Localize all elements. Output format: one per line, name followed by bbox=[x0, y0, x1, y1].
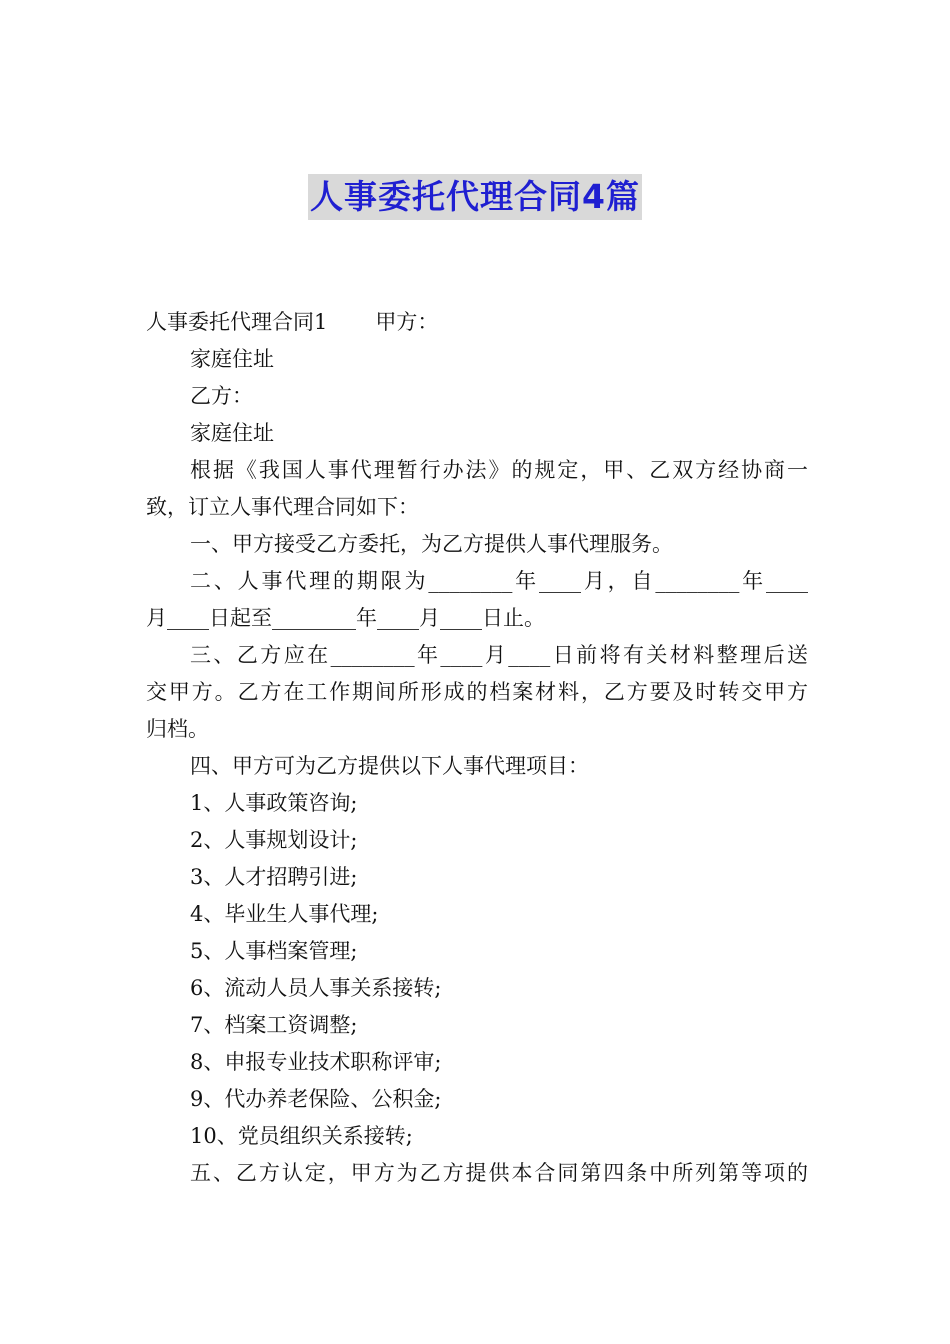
party-b-label: 乙方： bbox=[190, 384, 253, 408]
clause-3-cont: 归档。 bbox=[146, 717, 209, 741]
contract-subtitle: 人事委托代理合同1 bbox=[146, 310, 328, 334]
list-item: 9、代办养老保险、公积金; bbox=[190, 1087, 442, 1111]
list-item: 7、档案工资调整; bbox=[190, 1013, 358, 1037]
party-a-address: 家庭住址 bbox=[190, 347, 274, 371]
list-item: 8、申报专业技术职称评审; bbox=[190, 1050, 442, 1074]
paragraph-line: 致，订立人事代理合同如下： bbox=[146, 495, 419, 519]
clause-1: 一、甲方接受乙方委托，为乙方提供人事代理服务。 bbox=[190, 532, 673, 556]
paragraph-line: 根据《我国人事代理暂行办法》的规定，甲、乙双方经协商一 bbox=[190, 458, 808, 482]
title-container bbox=[0, 174, 950, 220]
clause-5: 五、乙方认定，甲方为乙方提供本合同第四条中所列第等项的 bbox=[190, 1161, 808, 1185]
clause-2: 二、人事代理的期限为________年____月，自________年____ bbox=[190, 569, 808, 593]
list-item: 1、人事政策咨询; bbox=[190, 791, 358, 815]
document-title: 人事委托代理合同4篇 bbox=[308, 174, 642, 220]
clause-3-cont: 交甲方。乙方在工作期间所形成的档案材料，乙方要及时转交甲方 bbox=[146, 680, 808, 704]
party-a-label: 甲方： bbox=[375, 310, 439, 334]
party-b-address: 家庭住址 bbox=[190, 421, 274, 445]
list-item: 4、毕业生人事代理; bbox=[190, 902, 379, 926]
list-item: 3、人才招聘引进; bbox=[190, 865, 358, 889]
clause-4: 四、甲方可为乙方提供以下人事代理项目： bbox=[190, 754, 589, 778]
list-item: 6、流动人员人事关系接转; bbox=[190, 976, 442, 1000]
list-item: 5、人事档案管理; bbox=[190, 939, 358, 963]
clause-2-cont: 月____日起至________年____月____日止。 bbox=[146, 606, 545, 630]
contract-heading-line bbox=[146, 304, 808, 341]
document-body bbox=[146, 304, 808, 1192]
list-item: 2、人事规划设计; bbox=[190, 828, 358, 852]
list-item: 10、党员组织关系接转; bbox=[190, 1124, 413, 1148]
clause-3: 三、乙方应在________年____月____日前将有关材料整理后送 bbox=[190, 643, 808, 667]
